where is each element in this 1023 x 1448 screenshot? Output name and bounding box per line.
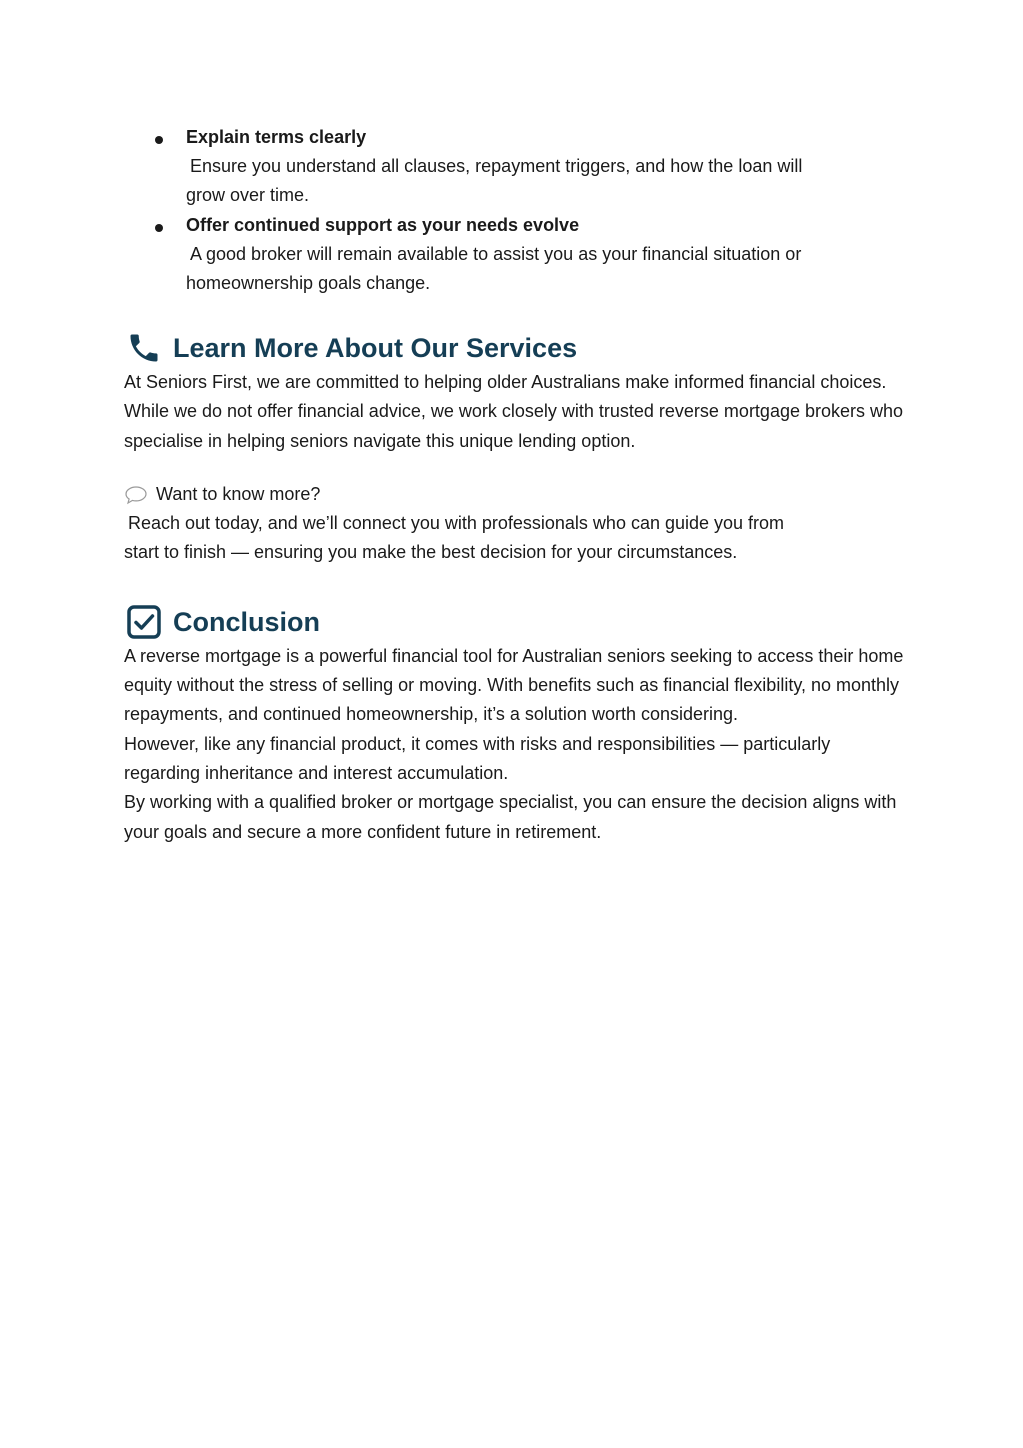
conclusion-paragraph-1: A reverse mortgage is a powerful financial tool for Australian seniors seeking to access their home equity without the stress of selling or moving. With benefits such as financial flexibility, no monthly repayments, and continued homeownership, it’s a solution worth considering. [124,645,904,725]
bullet-body: A good broker will remain available to assist you as your financial situation or [190,244,802,264]
reach-out-line-continued: start to finish — ensuring you make the best decision for your circumstances. [124,542,738,563]
list-item [124,123,904,210]
want-to-know-line [124,480,904,509]
list-item [124,211,904,298]
conclusion-heading-text: Conclusion [173,606,320,637]
checkbox-icon [124,602,164,642]
broker-benefits-list [124,123,904,298]
reach-out-line: Reach out today, and we’ll connect you with professionals who can guide you from [128,513,785,534]
bullet-icon [155,224,163,232]
document-page [124,122,904,847]
conclusion-heading [124,602,904,642]
bullet-body-continued: grow over time. [186,185,310,205]
want-to-know-text: Want to know more? [156,483,321,504]
speech-bubble-icon [124,485,150,505]
bullet-body: Ensure you understand all clauses, repayment triggers, and how the loan will [190,156,803,176]
bullet-icon [155,136,163,144]
conclusion-paragraph-2: However, like any financial product, it comes with risks and responsibilities — particularly regarding inheritance and interest accumulation. [124,733,831,783]
bullet-body-continued: homeownership goals change. [186,273,431,293]
bullet-title: Offer continued support as your needs evolve [186,215,580,235]
services-heading-text: Learn More About Our Services [173,333,578,363]
bullet-title: Explain terms clearly [186,127,367,147]
conclusion-paragraph-3: By working with a qualified broker or mortgage specialist, you can ensure the decision aligns with your goals and secure a more confident future in retirement. [124,792,897,842]
services-heading [124,328,904,368]
phone-icon [124,328,164,368]
services-paragraph: At Seniors First, we are committed to helping older Australians make informed financial choices. While we do not offer financial advice, we work closely with trusted reverse mortgage brokers who specialise in helping seniors navigate this unique lending option. [124,372,904,451]
